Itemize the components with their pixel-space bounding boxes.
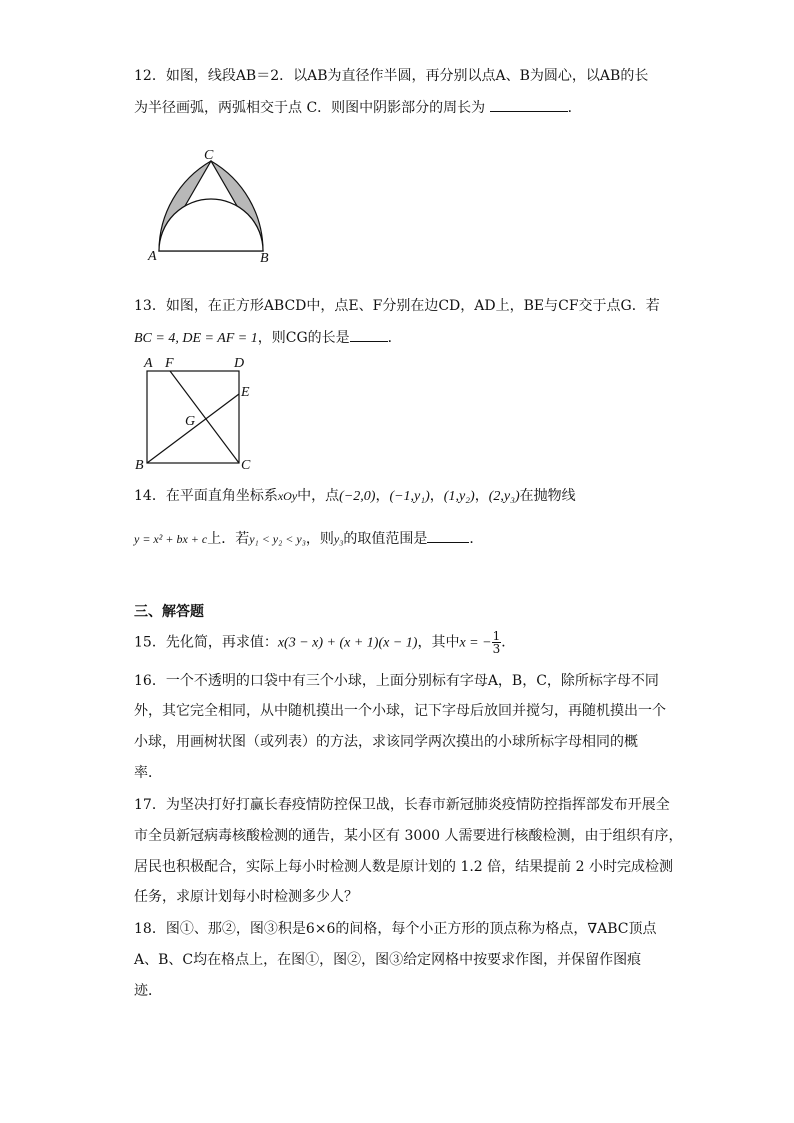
q17-line3: 居民也积极配合，实际上每小时检测人数是原计划的 1.2 倍，结果提前 2 小时完成检测	[134, 859, 673, 875]
q13-line1: 13．如图，在正方形ABCD中，点E、F分别在边CD，AD上，BE与CF交于点G．若	[134, 298, 660, 314]
q12-line2: 为半径画弧，两弧相交于点 C．则图中阴影部分的周长为 ．	[134, 97, 582, 118]
label-a: A	[148, 249, 157, 264]
q13-line2: BC = 4, DE = AF = 1，则CG的长是 ．	[134, 327, 402, 349]
label-a: A	[144, 356, 153, 371]
q16-line3: 小球，用画树状图（或列表）的方法，求该同学两次摸出的小球所标字母相同的概	[134, 734, 638, 750]
label-c: C	[204, 148, 214, 163]
q17-line1: 17．为坚决打好打赢长春疫情防控保卫战，长春市新冠肺炎疫情防控指挥部发布开展全	[134, 797, 670, 813]
label-b: B	[260, 251, 269, 266]
q15-line: 15．先化简，再求值：x(3 − x) + (x + 1)(x − 1)，其中x = − $\frac{1}{3}$ ．	[134, 629, 516, 656]
label-d: D	[234, 356, 245, 371]
q12-figure	[140, 140, 280, 270]
label-f: F	[165, 356, 174, 371]
q16-line2: 外，其它完全相同，从中随机摸出一个小球，记下字母后放回并搅匀，再随机摸出一个	[134, 703, 666, 719]
segment-cf	[170, 371, 239, 463]
q16-line1: 16．一个不透明的口袋中有三个小球，上面分别标有字母A，B，C，除所标字母不同	[134, 673, 659, 689]
q17-line2: 市全员新冠病毒核酸检测的通告，某小区有 3000 人需要进行核酸检测，由于组织有序，	[134, 828, 683, 844]
q14-line2: y = x² + bx + c上．若y₁ < y₂ < y₃，则y₃的取值范围是 ．	[134, 528, 483, 549]
label-c: C	[241, 458, 251, 473]
q12-line1: 12．如图，线段AB＝2．以AB为直径作半圆，再分别以点A、B为圆心，以AB的长	[134, 68, 649, 84]
q17-line4: 任务，求原计划每小时检测多少人？	[134, 889, 358, 905]
q18-line2: A、B、C均在格点上，在图①，图②，图③给定网格中按要求作图，并保留作图痕	[134, 952, 642, 968]
q14-line1: 14．在平面直角坐标系xOy中，点(−2,0)，(−1,y₁)，(1,y₂)，(2,y₃)在抛物线	[134, 488, 576, 504]
q18-line1: 18．图①、那②，图③积是6×6的间格，每个小正方形的顶点称为格点，∇ABC顶点	[134, 921, 657, 937]
q13-figure	[130, 355, 260, 475]
fraction: $\frac{1}{3}$	[492, 629, 501, 656]
answer-blank[interactable]	[427, 528, 469, 543]
label-b: B	[135, 458, 144, 473]
answer-blank[interactable]	[350, 327, 388, 342]
label-g: G	[185, 414, 196, 429]
answer-blank[interactable]	[490, 97, 568, 112]
q18-line3: 迹．	[134, 983, 162, 999]
label-e: E	[241, 385, 250, 400]
section-title: 三、解答题	[134, 604, 204, 620]
q16-line4: 率．	[134, 765, 162, 781]
